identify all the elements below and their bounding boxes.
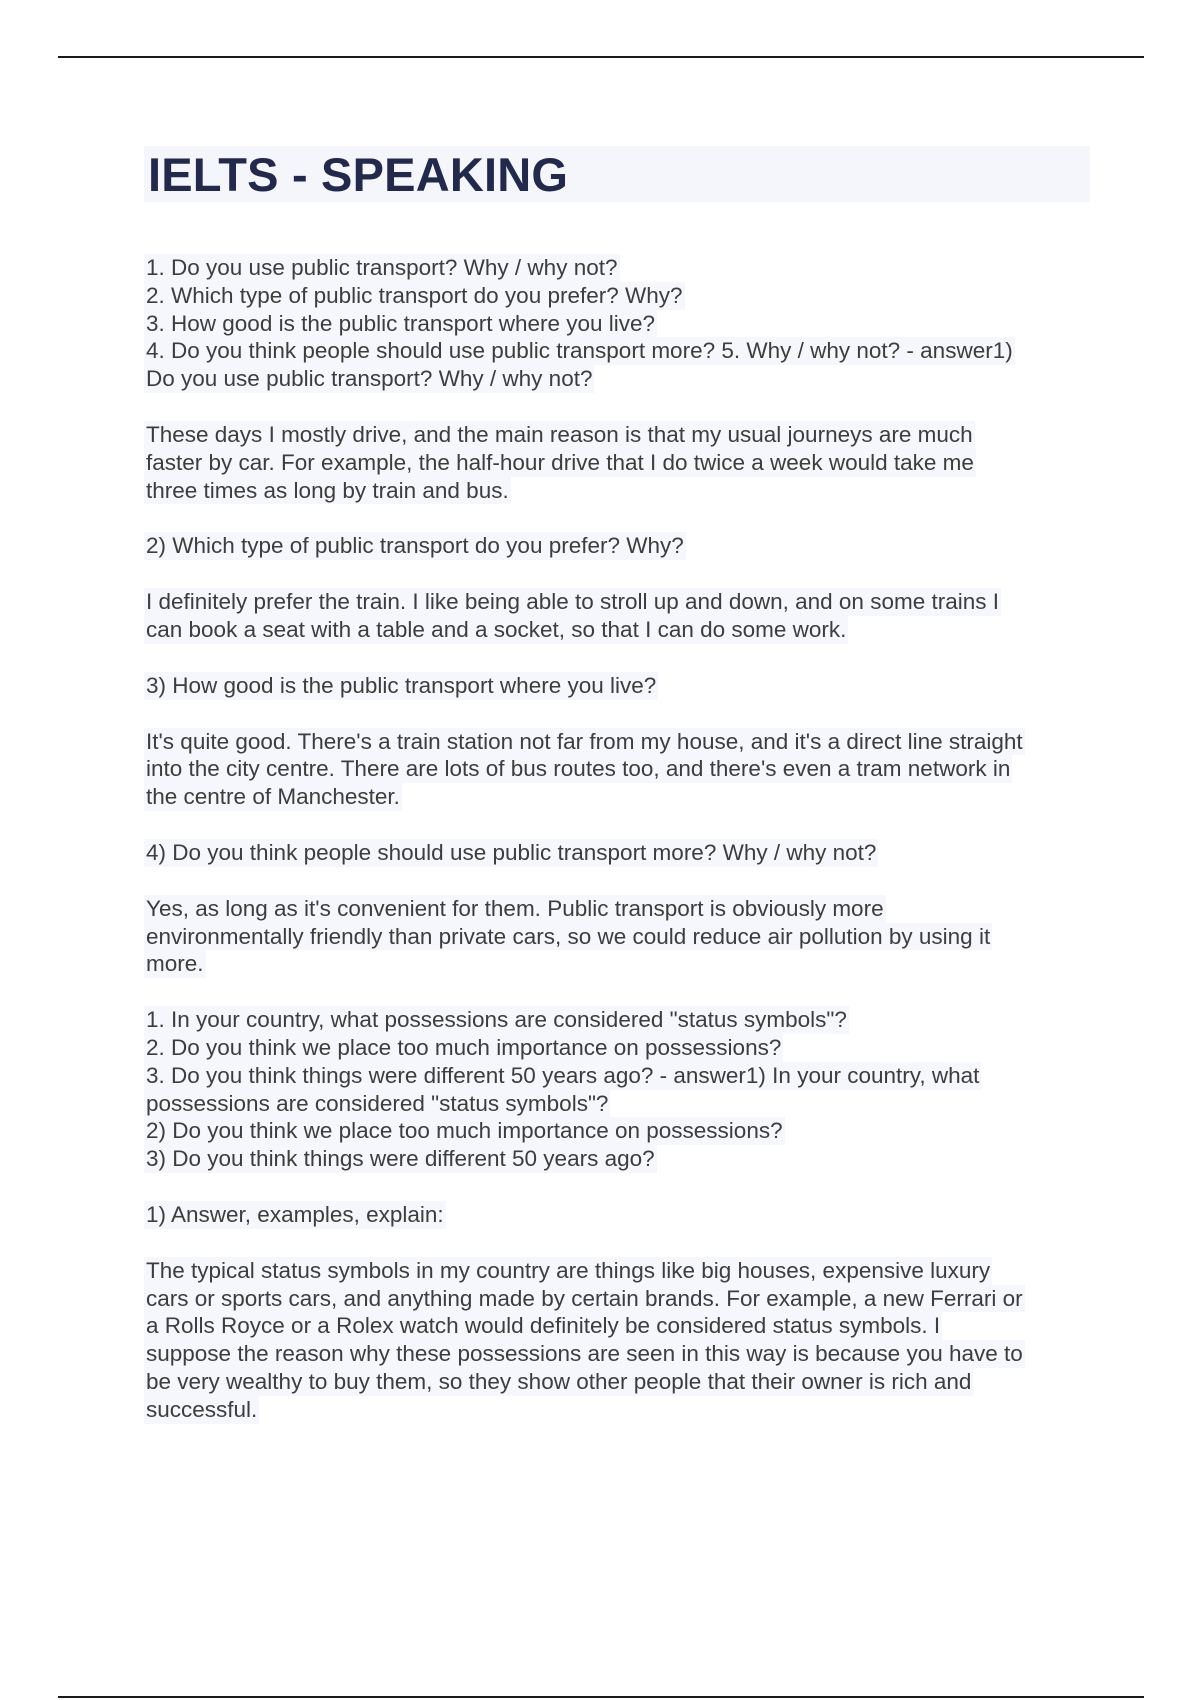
- text-line: faster by car. For example, the half-hour drive that I do twice a week would take me: [146, 449, 974, 475]
- text-line: Yes, as long as it's convenient for them. Public transport is obviously more: [146, 895, 884, 921]
- text-line: Do you use public transport? Why / why not?: [146, 366, 593, 392]
- top-rule: [58, 56, 1144, 58]
- text-line: can book a seat with a table and a socket, so that I can do some work.: [146, 616, 847, 642]
- bottom-rule: [58, 1696, 1144, 1698]
- document-body: [144, 146, 1090, 1452]
- text-line: 3) How good is the public transport where you live?: [146, 672, 657, 698]
- paragraph: [144, 839, 1090, 867]
- paragraph: [144, 1006, 1090, 1173]
- text-line: 1. In your country, what possessions are considered "status symbols"?: [146, 1007, 847, 1033]
- text-line: possessions are considered "status symbols"?: [146, 1090, 609, 1116]
- paragraph: [144, 532, 1090, 560]
- text-line: successful.: [146, 1396, 258, 1422]
- text-line: 3. Do you think things were different 50 years ago? - answer1) In your country, what: [146, 1062, 980, 1088]
- text-line: be very wealthy to buy them, so they show other people that their owner is rich and: [146, 1368, 972, 1394]
- paragraph: [144, 254, 1090, 393]
- text-line: 1) Answer, examples, explain:: [146, 1201, 444, 1227]
- paragraph: [144, 1257, 1090, 1424]
- text-line: 3. How good is the public transport where you live?: [146, 310, 656, 336]
- text-line: three times as long by train and bus.: [146, 477, 509, 503]
- text-line: 2) Which type of public transport do you prefer? Why?: [146, 533, 684, 559]
- paragraph: [144, 728, 1090, 811]
- text-line: These days I mostly drive, and the main reason is that my usual journeys are much: [146, 421, 973, 447]
- text-line: cars or sports cars, and anything made by certain brands. For example, a new Ferrari or: [146, 1285, 1023, 1311]
- text-line: 4) Do you think people should use public transport more? Why / why not?: [146, 839, 877, 865]
- document-paragraphs: [144, 254, 1090, 1424]
- paragraph: [144, 895, 1090, 978]
- text-line: 4. Do you think people should use public transport more? 5. Why / why not? - answer1): [146, 338, 1013, 364]
- text-line: the centre of Manchester.: [146, 784, 400, 810]
- text-line: environmentally friendly than private cars, so we could reduce air pollution by using it: [146, 923, 991, 949]
- text-line: 2. Which type of public transport do you prefer? Why?: [146, 282, 683, 308]
- text-line: suppose the reason why these possessions are seen in this way is because you have to: [146, 1341, 1023, 1367]
- text-line: a Rolls Royce or a Rolex watch would definitely be considered status symbols. I: [146, 1313, 941, 1339]
- text-line: It's quite good. There's a train station not far from my house, and it's a direct line straight: [146, 728, 1023, 754]
- text-line: into the city centre. There are lots of bus routes too, and there's even a tram network in: [146, 756, 1011, 782]
- paragraph: [144, 421, 1090, 504]
- text-line: 1. Do you use public transport? Why / why not?: [146, 255, 618, 280]
- text-line: 2. Do you think we place too much importance on possessions?: [146, 1034, 782, 1060]
- text-line: 2) Do you think we place too much importance on possessions?: [146, 1118, 783, 1144]
- paragraph: [144, 588, 1090, 644]
- document-title: IELTS - SPEAKING: [144, 146, 1090, 202]
- text-line: The typical status symbols in my country are things like big houses, expensive luxury: [146, 1257, 991, 1283]
- text-line: I definitely prefer the train. I like being able to stroll up and down, and on some trains I: [146, 589, 999, 615]
- paragraph: [144, 1201, 1090, 1229]
- text-line: 3) Do you think things were different 50 years ago?: [146, 1146, 655, 1172]
- paragraph: [144, 672, 1090, 700]
- text-line: more.: [146, 951, 204, 977]
